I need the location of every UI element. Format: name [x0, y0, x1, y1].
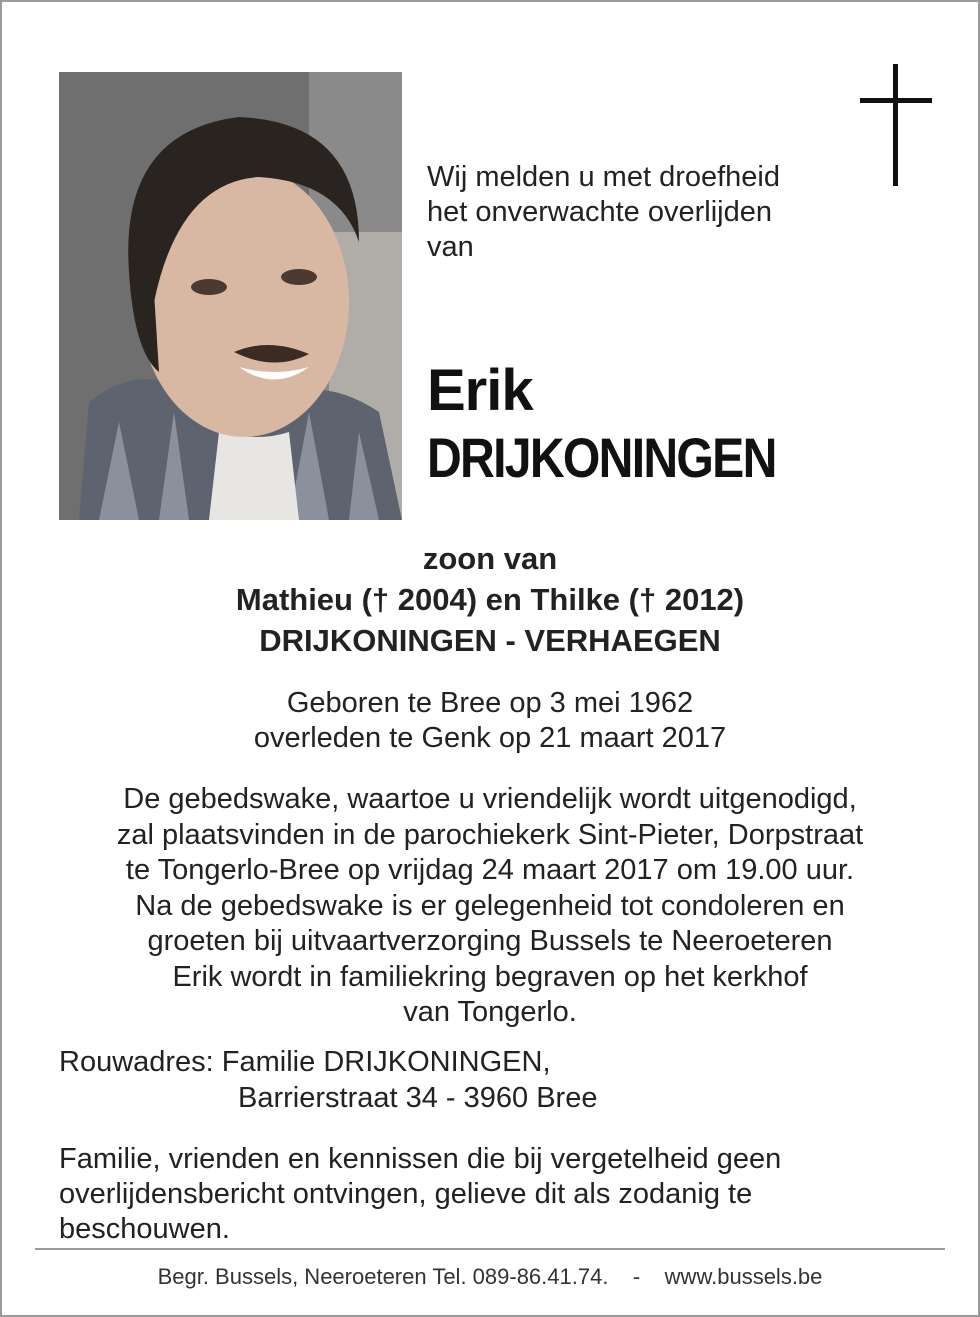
- notice-line: Familie, vrienden en kennissen die bij vergetelheid geen: [59, 1143, 782, 1175]
- birth-line: Geboren te Bree op 3 mei 1962: [286, 687, 694, 719]
- cross-vertical-bar: [893, 64, 898, 186]
- ceremony-line: Na de gebedswake is er gelegenheid tot condoleren en: [135, 889, 845, 922]
- address-line: Barrierstraat 34 - 3960 Bree: [238, 1082, 598, 1114]
- ceremony-line: van Tongerlo.: [403, 996, 577, 1028]
- ceremony-line: groeten bij uitvaartverzorging Bussels te Neeroeteren: [147, 925, 833, 957]
- portrait-illustration: [59, 72, 402, 520]
- parents-line: Mathieu († 2004) en Thilke († 2012): [235, 582, 745, 617]
- mourning-address: [59, 1044, 597, 1116]
- portrait-photo: [59, 72, 402, 520]
- notice-block: [59, 1142, 939, 1247]
- ceremony-block: [0, 782, 980, 1031]
- death-line: overleden te Genk op 21 maart 2017: [253, 722, 727, 754]
- cross-icon: [860, 64, 932, 186]
- address-line: Rouwadres: Familie DRIJKONINGEN,: [59, 1046, 551, 1078]
- intro-line: van: [427, 231, 474, 263]
- deceased-last-name: DRIJKONINGEN: [427, 426, 776, 489]
- cross-horizontal-bar: [860, 98, 932, 103]
- dates-block: [0, 686, 980, 756]
- ceremony-line: De gebedswake, waartoe u vriendelijk wordt uitgenodigd,: [123, 783, 857, 815]
- intro-line: het onverwachte overlijden: [427, 196, 772, 228]
- intro-text: [427, 160, 847, 265]
- parents-line: zoon van: [422, 541, 558, 576]
- intro-line: Wij melden u met droefheid: [427, 161, 780, 193]
- notice-line: overlijdensbericht ontvingen, gelieve dit als zodanig te: [59, 1178, 753, 1210]
- parents-line: DRIJKONINGEN - VERHAEGEN: [259, 623, 721, 658]
- deceased-first-name: Erik: [427, 358, 533, 423]
- notice-line: beschouwen.: [59, 1213, 230, 1245]
- ceremony-line: zal plaatsvinden in de parochiekerk Sint-Pieter, Dorpstraat: [116, 818, 864, 851]
- parents-block: [0, 538, 980, 661]
- footer-divider: [35, 1248, 945, 1250]
- ceremony-line: Erik wordt in familiekring begraven op het kerkhof: [172, 960, 808, 993]
- footer-text: Begr. Bussels, Neeroeteren Tel. 089-86.41.74. - www.bussels.be: [157, 1264, 823, 1289]
- ceremony-line: te Tongerlo-Bree op vrijdag 24 maart 2017 om 19.00 uur.: [125, 854, 855, 886]
